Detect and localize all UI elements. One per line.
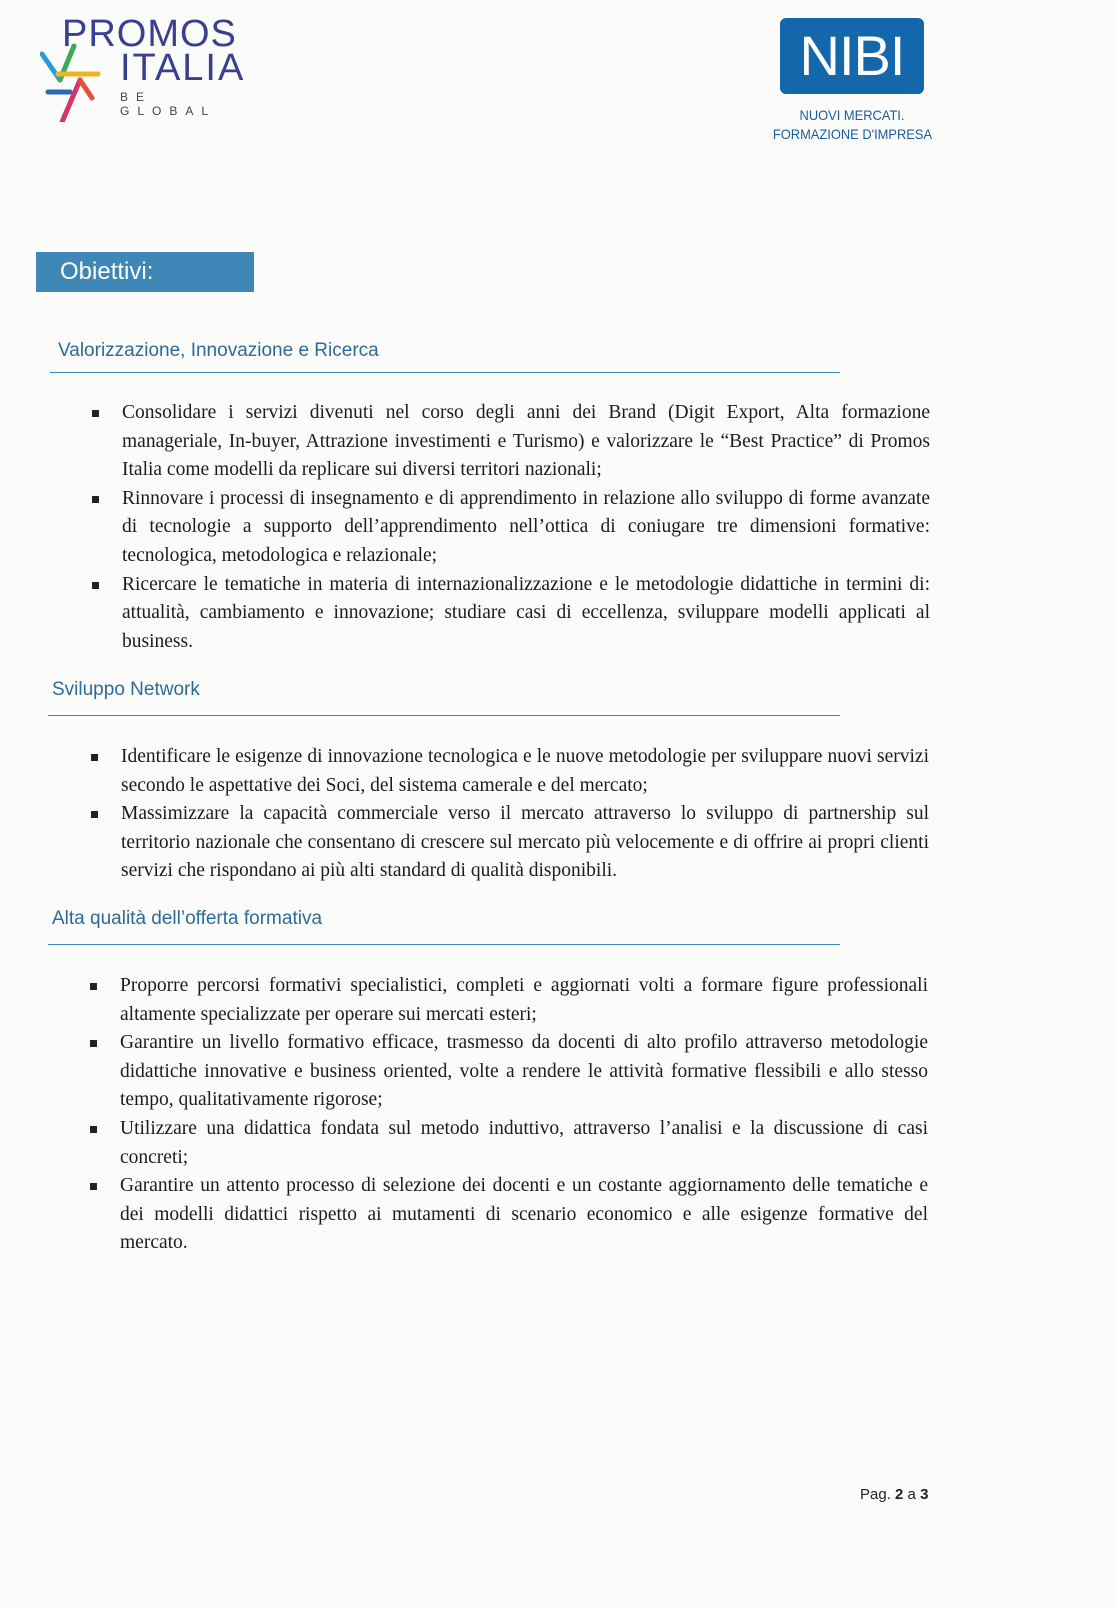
page-number (860, 1485, 928, 1505)
section-divider (48, 715, 840, 716)
nibi-logo (772, 14, 940, 154)
list-item: Rinnovare i processi di insegnamento e di apprendimento in relazione allo sviluppo di forme avanzate di tecnologie a supporto dell’apprendimento nell’ottica di coniugare tre dimensioni formative: tecnologica, metodologica e relazionale; (94, 485, 930, 571)
section-list-valorizzazione (94, 399, 930, 656)
list-item: Utilizzare una didattica fondata sul metodo induttivo, attraverso l’analisi e la discussione di casi concreti; (92, 1115, 928, 1172)
list-item: Consolidare i servizi divenuti nel corso degli anni dei Brand (Digit Export, Alta formazione manageriale, In-buyer, Attrazione investimenti e Turismo) e valorizzare le “Best Practice” di Promos Italia come modelli da replicare sui diversi territori nazionali; (94, 399, 930, 485)
italia-word: ITALIA (120, 47, 246, 89)
page-number-prefix: Pag. (860, 1486, 891, 1503)
section-list-alta-qualita (92, 972, 928, 1258)
section-title-alta-qualita: Alta qualità dell’offerta formativa (52, 908, 323, 929)
section-title-sviluppo-network: Sviluppo Network (52, 679, 200, 700)
list-item: Garantire un attento processo di selezione dei docenti e un costante aggiornamento delle tematiche e dei modelli didattici rispetto ai mutamenti di scenario economico e alle esigenze formative del mercato. (92, 1172, 928, 1258)
nibi-word: NIBI (799, 24, 905, 87)
nibi-tagline (773, 106, 931, 144)
list-item: Ricercare le tematiche in materia di internazionalizzazione e le metodologie didattiche in termini di: attualità, cambiamento e innovazione; studiare casi di eccellenza, sviluppare modelli applicati al business. (94, 571, 930, 657)
section-list-sviluppo-network (93, 743, 929, 886)
page-number-separator: a (907, 1486, 916, 1503)
section-title-valorizzazione: Valorizzazione, Innovazione e Ricerca (58, 340, 379, 361)
be-global-tagline: BE GLOBAL (120, 90, 217, 118)
nibi-tagline-line-1: NUOVI MERCATI. (799, 107, 905, 123)
objectives-banner (36, 252, 254, 292)
list-item: Proporre percorsi formativi specialistici, completi e aggiornati volti a formare figure professionali altamente specializzate per operare sui mercati esteri; (92, 972, 928, 1029)
promos-italia-logo (40, 13, 250, 118)
objectives-banner-title: Obiettivi: (60, 258, 154, 285)
page-number-current: 2 (895, 1486, 904, 1503)
section-divider (48, 944, 840, 945)
list-item: Identificare le esigenze di innovazione tecnologica e le nuove metodologie per sviluppare nuovi servizi secondo le aspettative dei Soci, del sistema camerale e del mercato; (93, 743, 929, 800)
section-divider (50, 372, 840, 373)
list-item: Massimizzare la capacità commerciale verso il mercato attraverso lo sviluppo di partnership sul territorio nazionale che consentano di crescere sul mercato più velocemente e di offrire ai propri clienti servizi che rispondano ai più alti standard di qualità disponibili. (93, 800, 929, 886)
nibi-tagline-line-2: FORMAZIONE D'IMPRESA (772, 126, 933, 142)
page-number-total: 3 (920, 1486, 929, 1503)
promos-word: PROMOS (62, 13, 237, 55)
list-item: Garantire un livello formativo efficace, trasmesso da docenti di alto profilo attraverso metodologie didattiche innovative e business oriented, volte a rendere le attività formative flessibili e allo stesso tempo, qualitativamente rigorose; (92, 1029, 928, 1115)
